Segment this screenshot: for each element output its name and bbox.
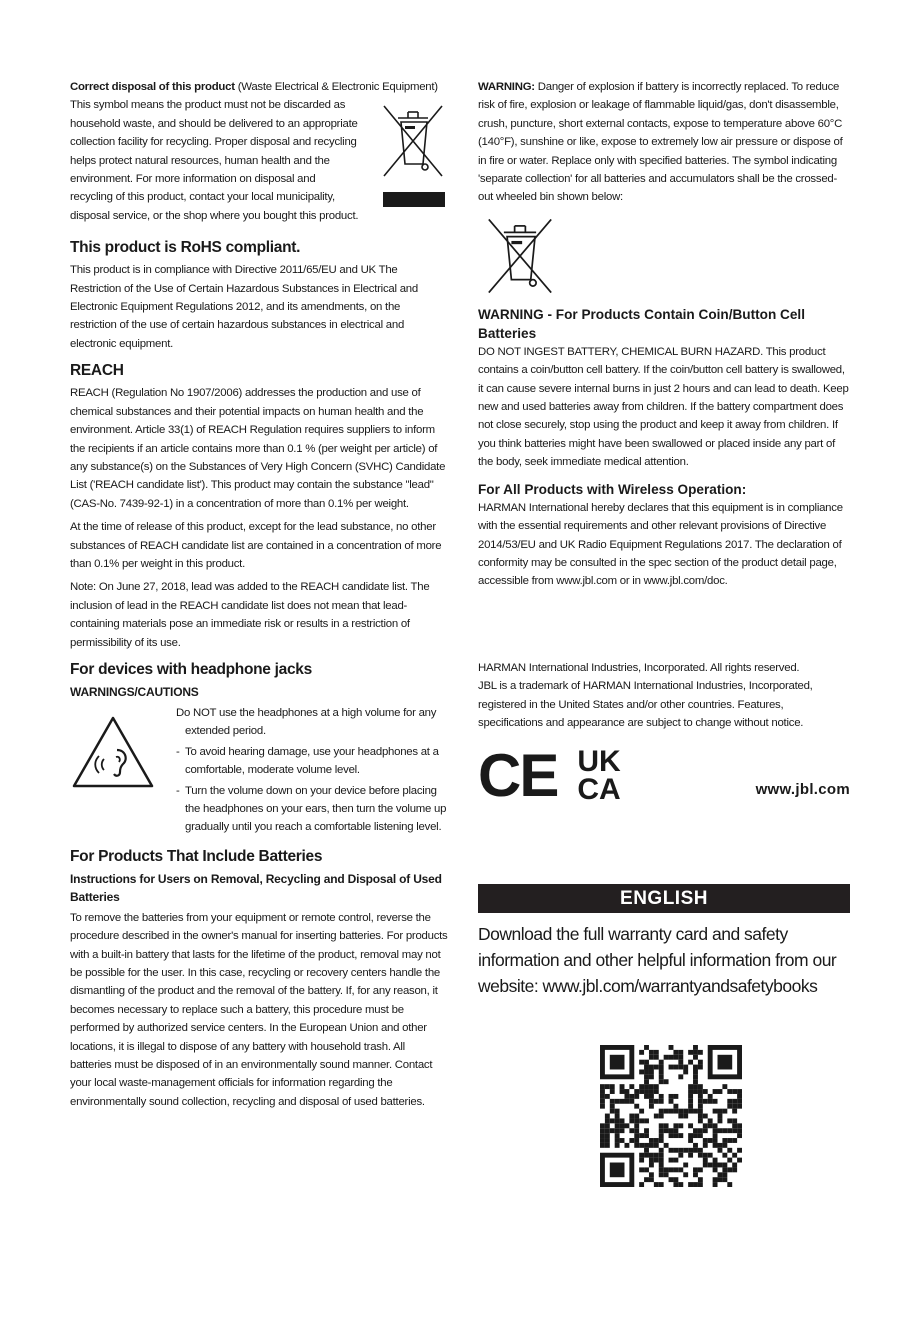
right-column — [478, 78, 850, 1187]
crossed-out-wheeled-bin-icon — [480, 213, 560, 299]
wireless-title: For All Products with Wireless Operation: — [478, 481, 747, 497]
list-item: - To avoid hearing damage, use your headphones at a comfortable, moderate volume level. — [176, 745, 439, 777]
weee-bar — [383, 192, 445, 207]
left-column — [70, 78, 448, 1119]
weee-symbol — [378, 96, 448, 207]
reach-paragraph-1: REACH (Regulation No 1907/2006) addresses the production and use of chemical substances and their potential impacts on human health and the environment. Article 33(1) of REACH Regulation requires suppliers to inform the recipients if an article contains more than 0.1 % (per weight per article) of any substance(s) on the Substances of Very High Concern (SVHC) Candidate List ('REACH candidate list'). This product may contain the substance "lead"(CAS-No. 7439-92-1) in a concentration of more than 0.1% per weight. — [70, 387, 446, 510]
rohs-body: This product is in compliance with Directive 2011/65/EU and UK The Restriction of the Use of Certain Hazardous Substances in Electrical and Electronic Equipment Regulations 2012, and its amendments, on the restriction of the use of certain hazardous substances in electrical and electronic equipment. — [70, 264, 418, 350]
website-url: www.jbl.com — [755, 780, 850, 798]
english-section — [478, 884, 850, 999]
rohs-title: This product is RoHS compliant. — [70, 239, 301, 257]
disposal-body: This symbol means the product must not be discarded as household waste, and should be delivered to an appropriate collection facility for recycling. Proper disposal and recycling helps protect natural resources, human health and the environment. For more information on disposal and recycling of this product, contact your local municipality, disposal service, or the shop where you bought this product. — [70, 99, 359, 222]
legal-line-1: HARMAN International Industries, Incorporated. All rights reserved. — [478, 661, 800, 674]
reach-paragraph-2: At the time of release of this product, except for the lead substance, no other substances of REACH candidate list are contained in a concentration of more than 0.1% per weight in this product. — [70, 521, 442, 570]
legal-line-2: JBL is a trademark of HARMAN International Industries, Incorporated, registered in the United States and/or other countries. Features, specifications and appearance are subject to change without notice. — [478, 680, 813, 729]
certification-marks — [478, 742, 850, 810]
reach-section — [70, 361, 448, 652]
batteries-body: To remove the batteries from your equipment or remote control, reverse the procedure described in the owner's manual for inserting batteries. For products with a built-in battery that lasts for the lifetime of the product, removal may not be possible for the user. In this case, recycling or recovery centers handle the dismantling of the product and the removal of the battery. If, for any reason, it becomes necessary to replace such a battery, this procedure must be performed by authorized service centers. In the European Union and other locations, it is illegal to dispose of any battery with household trash. All batteries must be disposed of in an environmentally sound manner. Contact your local waste-management officials for information regarding the environmentally sound collection, recycling and disposal of used batteries. — [70, 911, 448, 1108]
english-banner: ENGLISH — [478, 884, 850, 913]
reach-title: REACH — [70, 362, 124, 380]
ukca-mark — [577, 745, 621, 807]
legal-section — [478, 659, 850, 733]
batteries-title: For Products That Include Batteries — [70, 847, 323, 865]
download-text: Download the full warranty card and safety information and other helpful information from our website: www.jbl.com/warrantyandsafetybooks — [478, 924, 837, 997]
list-item: - Turn the volume down on your device before placing the headphones on your ears, then turn the volume up gradually until you reach a comfortable listening level. — [176, 784, 447, 834]
disposal-subtitle: (Waste Electrical & Electronic Equipment) — [237, 81, 438, 93]
hearing-warning-icon — [70, 712, 156, 798]
headphone-section — [70, 660, 448, 839]
disposal-row — [70, 96, 448, 230]
disposal-heading — [70, 78, 448, 96]
marks-group — [478, 742, 621, 810]
reach-paragraph-3: Note: On June 27, 2018, lead was added to the REACH candidate list. The inclusion of lead in the REACH candidate list does not mean that lead-containing materials pose an immediate risk or results in a restriction of permissibility of its use. — [70, 581, 430, 649]
warning-label: WARNING: — [478, 81, 535, 93]
ukca-mark-ca: CA — [577, 773, 621, 807]
wireless-body: HARMAN International hereby declares that this equipment is in compliance with the essential requirements and other relevant provisions of Directive 2014/53/EU and UK Radio Equipment Regulations 2017. The declaration of conformity may be consulted in the spec section of the product detail page, accessible from www.jbl.com or in www.jbl.com/doc. — [478, 501, 843, 588]
headphone-list — [176, 704, 448, 839]
coin-battery-body: DO NOT INGEST BATTERY, CHEMICAL BURN HAZARD. This product contains a coin/button cell battery. If the coin/button cell battery is swallowed, it can cause severe internal burns in just 2 hours and can lead to death. Keep new and used batteries away from children. If the battery compartment does not close securely, stop using the product and keep it away from children. If you think batteries might have been swallowed or placed inside any part of the body, seek immediate medical attention. — [478, 345, 849, 469]
headphone-subtitle: WARNINGS/CAUTIONS — [70, 684, 199, 699]
rohs-section — [70, 238, 448, 353]
batteries-subtitle: Instructions for Users on Removal, Recycling and Disposal of Used Batteries — [70, 871, 442, 904]
ukca-mark-uk: UK — [577, 745, 621, 779]
coin-battery-title: WARNING - For Products Contain Coin/Button Cell Batteries — [478, 306, 805, 341]
coin-battery-section — [478, 305, 850, 472]
warning-paragraph — [478, 78, 850, 207]
disposal-title: Correct disposal of this product — [70, 81, 235, 93]
disposal-section — [70, 78, 448, 230]
warning-body: Danger of explosion if battery is incorrectly replaced. To reduce risk of fire, explosion or leakage of flammable liquid/gas, don't disassemble, crush, puncture, short external contacts, expose to temperature above 60°C (140°F), sunshine or like, expose to extremely low air pressure or dispose of in fire or water. Replace only with specified batteries. The symbol indicating 'separate collection' for all batteries and accumulators shall be the crossed-out wheeled bin shown below: — [478, 81, 843, 204]
list-item: Do NOT use the headphones at a high volume for any extended period. — [176, 706, 437, 738]
batteries-section — [70, 847, 448, 1111]
headphone-row — [70, 704, 448, 839]
crossed-out-wheeled-bin-icon — [378, 96, 448, 186]
ce-mark: CE — [478, 742, 558, 810]
headphone-title: For devices with headphone jacks — [70, 660, 312, 678]
qr-code-icon — [600, 1045, 742, 1187]
wireless-section — [478, 480, 850, 591]
